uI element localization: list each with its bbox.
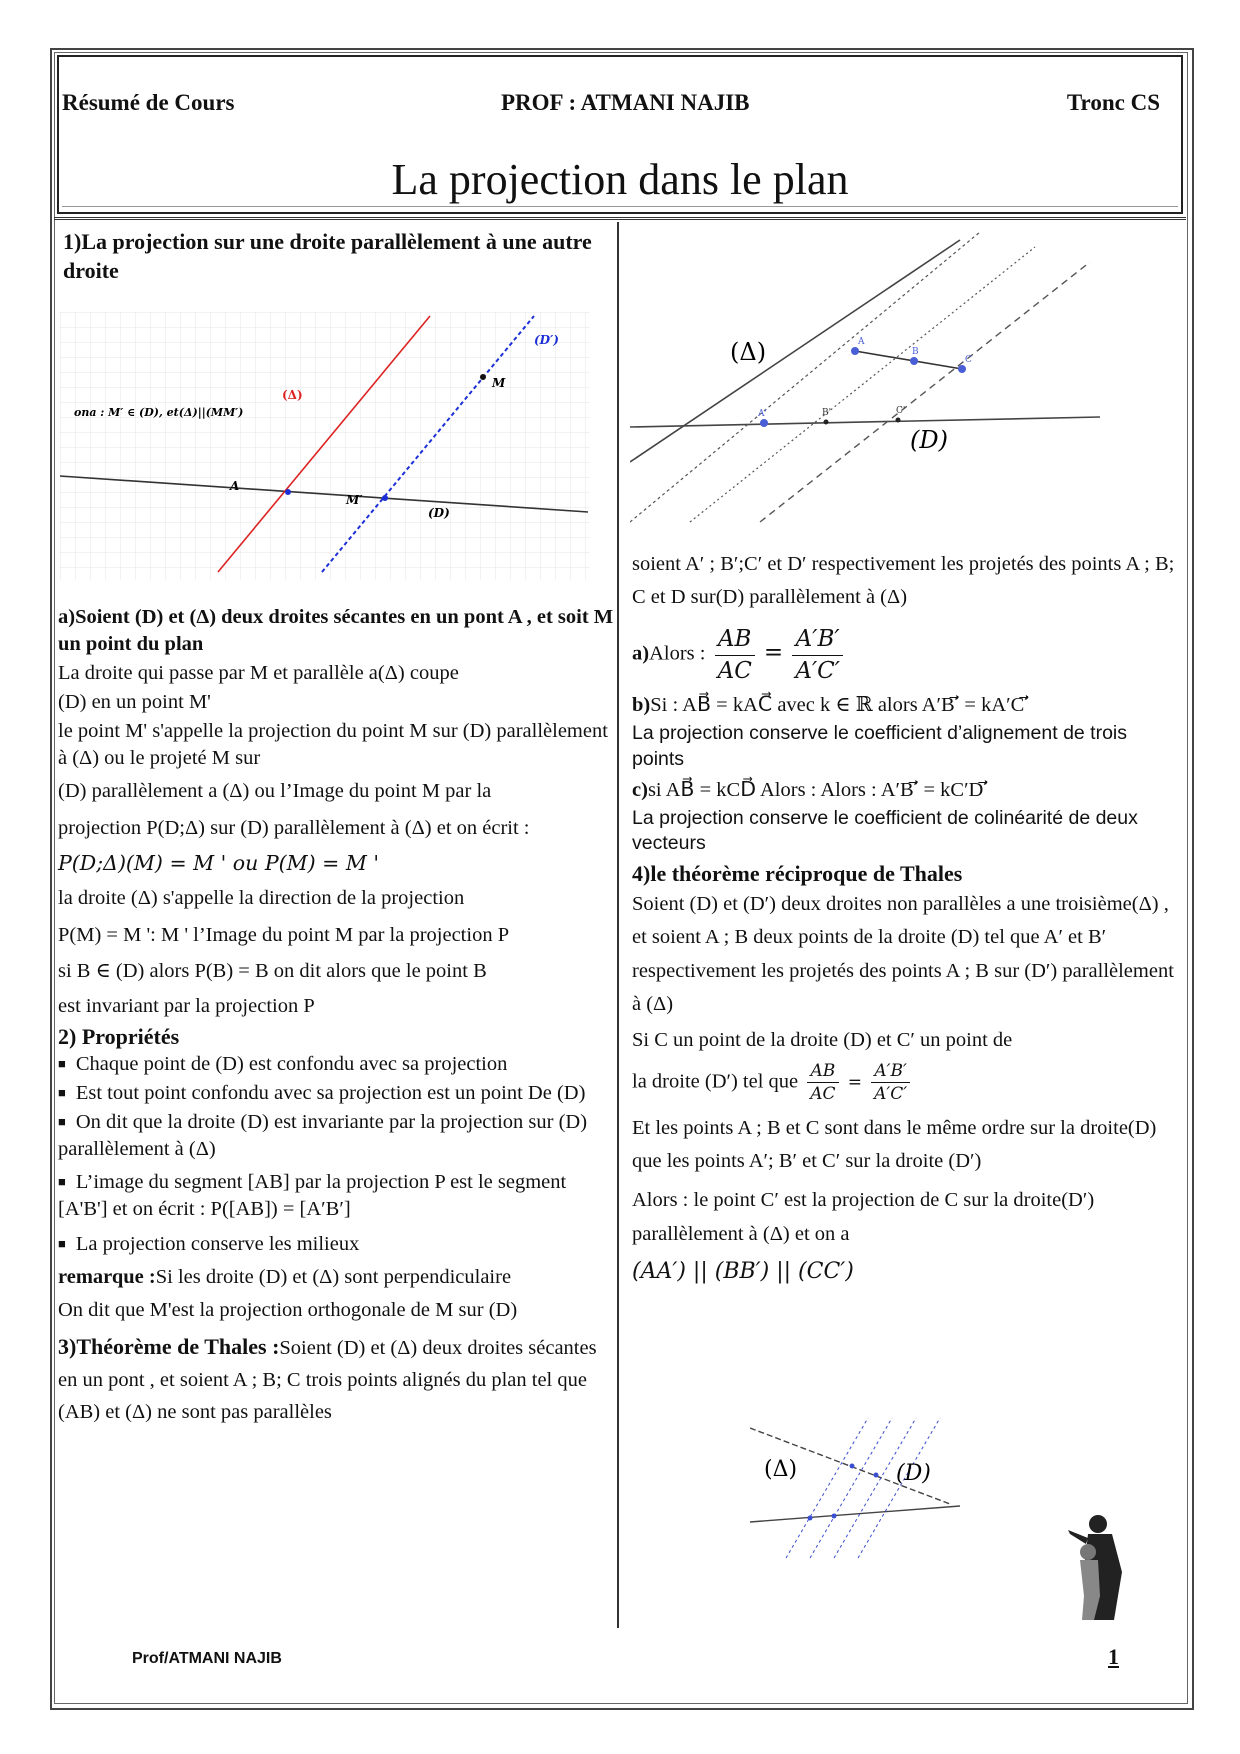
label-delta: (Δ) [282,388,303,402]
para-line8: P(M) = M ': M ' l’Image du point M par la projection P [58,924,510,947]
property-a [632,624,1180,686]
proj-line-C [760,262,1090,522]
grid-background [60,312,590,580]
proj-line-4 [858,1418,940,1558]
para-line2: (D) en un point M' [58,691,211,714]
label-A: A [858,337,865,347]
prop-1-text: Chaque point de (D) est confondu avec sa projection [75,1052,508,1075]
reciprocal-p1: Soient (D) et (D′) deux droites non parallèles a une troisième(Δ) , et soient A ; B deux points de la droite (D) tel que A′ et B′ respectivement les projetés des points A ; B sur (D′) parallèlement à (Δ) [632,893,1174,1015]
label-delta: (Δ) [764,1457,798,1482]
figure-thales [630,232,1100,532]
bullet-icon: ■ [58,1235,66,1251]
para-line4: (D) parallèlement a (Δ) ou l’Image du point M par la [58,780,492,803]
point-C [958,365,966,373]
property-c-text: La projection conserve le coefficient de colinéarité de deux vecteurs [632,806,1138,855]
frac-den: A′C′ [874,1084,908,1105]
para-line3: le point M' s'appelle la projection du point M sur (D) parallèlement à (Δ) ou le projeté M sur [58,720,608,770]
label-delta: (Δ) [730,338,767,366]
c-text: si AB⃗ = kCD⃗ Alors : Alors : A′B′⃗ = kC′D′⃗ [647,778,989,801]
label-B: B [912,347,919,357]
para-line10: est invariant par la projection P [58,994,315,1017]
header-left: Résumé de Cours [62,90,235,115]
label-Mprime: M′ [346,493,363,507]
property-b [632,692,1180,719]
remarque-2: On dit que M'est la projection orthogonale de M sur (D) [58,1299,518,1322]
para-line6: P(D;Δ)(M) = M ' ou P(M) = M ' [58,851,379,876]
page-title: La projection dans le plan [391,155,849,204]
fraction-apbp-apcp [871,1060,910,1106]
reciprocal-p2b-text: la droite (D′) tel que [632,1070,799,1093]
frac-den: AC [810,1084,836,1105]
remarque [58,1264,618,1291]
label-A: A [230,479,240,493]
frac-num: AB [807,1060,838,1083]
a-text: Alors : [649,642,706,665]
figure-reciprocal [750,1418,970,1560]
bullet-icon: ■ [58,1173,66,1189]
label-C: C [965,355,972,365]
right-column-body [632,548,1180,1286]
point-A [850,1464,855,1469]
section-2-title: 2) Propriétés [58,1023,180,1049]
para-line1: La droite qui passe par M et parallèle a(Δ) coupe [58,662,459,685]
line-Dprime [750,1506,960,1522]
prop-5-text: La projection conserve les milieux [75,1232,360,1255]
point-Mprime [382,495,388,501]
b-label: b) [632,694,651,717]
c-label: c) [632,778,648,801]
point-B [910,357,918,365]
point-Ap [808,1516,813,1521]
point-Ap [760,419,768,427]
equals-sign: = [847,1072,862,1093]
prop-4 [58,1169,618,1223]
prop-4-text: L’image du segment [AB] par la projection P est le segment [A'B'] et on écrit : P([AB]) = [A′B′] [58,1170,567,1220]
point-B [874,1473,879,1478]
proj-intro: soient A′ ; B′;C′ et D′ respectivement les projetés des points A ; B; C et D sur(D) parallèlement à (Δ) [632,553,1175,609]
thales [58,1330,618,1428]
page-number: 1 [1108,1644,1119,1669]
header [54,52,1186,220]
label-dprime: (D′) [534,333,559,347]
point-M [480,374,486,380]
frac-num: AB [715,624,755,655]
left-column [63,228,611,285]
property-b-text: La projection conserve le coefficient d’alignement de trois points [632,722,1128,770]
label-D: (D) [896,1461,931,1486]
label-M: M [492,376,506,390]
left-column-body [58,604,618,1428]
point-Bp [824,420,829,425]
bullet-icon: ■ [58,1084,66,1100]
frac-den: A′C′ [795,657,840,684]
para-line5: projection P(D;Δ) sur (D) parallèlement à (Δ) et on écrit : [58,817,530,840]
figure-formula: ona : M′ ∈ (D), et(Δ)||(MM′) [74,406,244,419]
point-A [285,489,291,495]
para-a-text: a)Soient (D) et (Δ) deux droites sécantes en un pont A , et soit M un point du plan [58,606,614,656]
proj-line-3 [834,1418,916,1558]
bullet-icon: ■ [58,1055,66,1071]
child-head [1080,1544,1096,1560]
thales-text: Soient (D) et (Δ) deux droites sécantes en un pont , et soient A ; B; C trois points alignés du plan tel que (AB) et (Δ) ne sont pas parallèles [58,1337,597,1423]
teacher-illustration [1068,1512,1148,1622]
para-a [58,604,618,658]
title-rule [62,206,1178,207]
segment-ABC [855,351,962,369]
header-level: Tronc CS [1066,90,1160,115]
reciprocal-p3: Et les points A ; B et C sont dans le même ordre sur la droite(D) que les points A′; B′ et C′ sur la droite (D′) [632,1116,1157,1173]
proj-line-1 [786,1418,868,1558]
point-Cp [896,418,901,423]
section-4-title: 4)le théorème réciproque de Thales [632,861,963,887]
equals-sign: = [763,639,784,666]
proj-line-A [630,232,980,522]
prop-3 [58,1109,618,1163]
label-Bp: B' [822,408,832,418]
fraction-ab-ac [807,1060,838,1106]
fraction-ab-ac [715,624,755,686]
prop-5 [58,1231,618,1258]
prop-1 [58,1051,618,1078]
a-label: a) [632,642,650,665]
section-3-title: 3)Théorème de Thales : [58,1334,280,1360]
adult-arm [1068,1530,1088,1544]
reciprocal-p4: Alors : le point C′ est la projection de C sur la droite(D′) parallèlement à (Δ) et on a [632,1189,1095,1245]
label-Ap: A' [758,409,767,419]
frac-den: AC [717,657,752,684]
footer-author: Prof/ATMANI NAJIB [132,1650,282,1667]
bullet-icon: ■ [58,1113,66,1129]
proj-line-B [690,247,1035,522]
remarque-text: Si les droite (D) et (Δ) sont perpendiculaire [155,1265,512,1288]
label-Cp: C' [896,406,906,416]
prop-2-text: Est tout point confondu avec sa projection est un point De (D) [75,1081,586,1104]
point-A [851,347,859,355]
para-line9: si B ∈ (D) alors P(B) = B on dit alors que le point B [58,959,487,982]
line-D [630,417,1100,427]
reciprocal-p2b [632,1060,1180,1106]
reciprocal-p2a: Si C un point de la droite (D) et C′ un point de [632,1029,1013,1051]
prop-2 [58,1080,618,1107]
property-c [632,777,1180,804]
reciprocal-p5: (AA′) || (BB′) || (CC′) [632,1258,854,1284]
frac-num: A′B′ [792,624,843,655]
proj-line-2 [810,1418,892,1558]
prop-3-text: On dit que la droite (D) est invariante par la projection sur (D) parallèlement à (Δ) [58,1110,588,1160]
b-text: Si : AB⃗ = kAC⃗ avec k ∈ ℝ alors A′B′⃗ = kA′C′⃗ [650,694,1029,717]
point-Bp [832,1514,837,1519]
section-1-title: 1)La projection sur une droite parallèlement à une autre droite [63,229,592,283]
label-D: (D) [910,426,948,454]
header-author: PROF : ATMANI NAJIB [501,90,750,115]
para-line7: la droite (Δ) s'appelle la direction de la projection [58,887,465,910]
frac-num: A′B′ [871,1060,910,1083]
adult-head [1089,1515,1107,1533]
figure-projection [60,312,590,580]
label-D: (D) [428,506,450,520]
remarque-label: remarque : [58,1265,156,1288]
fraction-apbp-apcp [792,624,843,686]
